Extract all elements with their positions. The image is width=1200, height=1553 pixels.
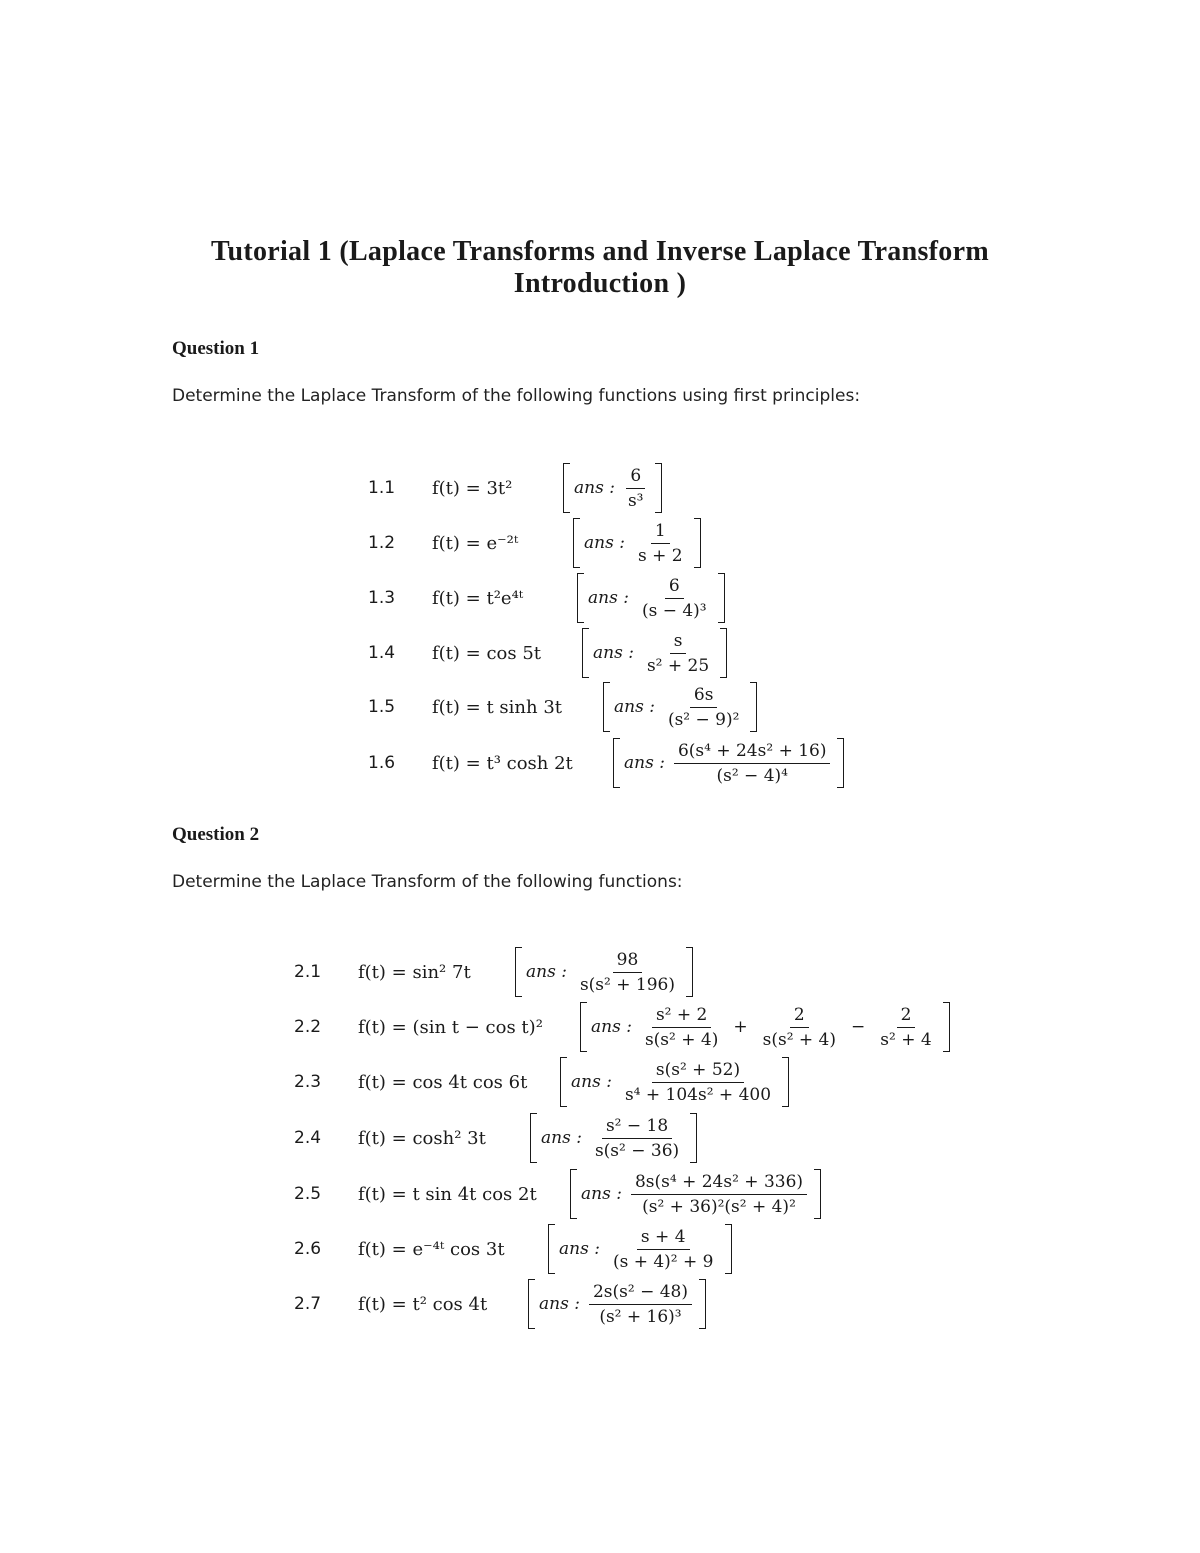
answer-label: ans : (591, 1017, 632, 1037)
list-item (0, 1110, 1200, 1166)
page-title (0, 236, 1200, 300)
answer-fraction-3 (876, 1004, 935, 1051)
denominator: s² + 4 (880, 1029, 932, 1050)
denominator: s³ (627, 490, 644, 511)
item-function: f(t) = sin² 7t (358, 961, 471, 983)
answer-fraction (634, 520, 687, 567)
item-answer (530, 1113, 697, 1163)
answer-label: ans : (581, 1184, 622, 1204)
item-function: f(t) = (sin t − cos t)² (358, 1016, 543, 1038)
item-answer (573, 518, 701, 568)
answer-label: ans : (539, 1294, 580, 1314)
answer-label: ans : (593, 643, 634, 663)
list-item (0, 1221, 1200, 1277)
plus-operator: + (733, 1017, 748, 1037)
answer-label: ans : (614, 697, 655, 717)
list-item (0, 999, 1200, 1055)
minus-operator: − (851, 1017, 866, 1037)
numerator: s (670, 630, 687, 654)
item-number: 1.3 (368, 588, 396, 608)
item-answer (563, 463, 662, 513)
item-function: f(t) = t sinh 3t (432, 696, 563, 718)
item-function: f(t) = t²e⁴ᵗ (432, 587, 524, 609)
list-item (0, 1054, 1200, 1110)
title-line-1: Tutorial 1 (Laplace Transforms and Inverse Laplace Transform (211, 236, 989, 267)
item-function: f(t) = t² cos 4t (358, 1293, 488, 1315)
question-1-instruction: Determine the Laplace Transform of the following functions using first principles: (172, 386, 861, 406)
numerator: 2s(s² − 48) (589, 1281, 692, 1305)
item-function: f(t) = cos 4t cos 6t (358, 1071, 528, 1093)
item-number: 2.4 (294, 1128, 322, 1148)
answer-fraction (591, 1115, 683, 1162)
item-function: f(t) = 3t² (432, 477, 513, 499)
list-item (0, 1276, 1200, 1332)
item-number: 2.6 (294, 1239, 322, 1259)
numerator: 8s(s⁴ + 24s² + 336) (631, 1171, 807, 1195)
denominator: s(s² + 196) (579, 974, 675, 995)
denominator: s + 2 (637, 545, 683, 566)
list-item (0, 1166, 1200, 1222)
item-answer (570, 1169, 821, 1219)
item-function: f(t) = e⁻²ᵗ (432, 532, 519, 554)
answer-label: ans : (624, 753, 665, 773)
item-answer (613, 738, 844, 788)
numerator: 6 (626, 465, 645, 489)
item-answer (548, 1224, 732, 1274)
denominator: (s² + 36)²(s² + 4)² (642, 1196, 796, 1217)
numerator: s + 4 (637, 1226, 690, 1250)
item-number: 1.4 (368, 643, 396, 663)
numerator: 2 (790, 1004, 809, 1028)
answer-label: ans : (584, 533, 625, 553)
item-number: 1.1 (368, 478, 396, 498)
answer-fraction (638, 575, 711, 622)
item-function: f(t) = t sin 4t cos 2t (358, 1183, 537, 1205)
item-number: 1.5 (368, 697, 396, 717)
item-number: 2.1 (294, 962, 322, 982)
numerator: 6(s⁴ + 24s² + 16) (674, 740, 831, 764)
item-function: f(t) = cosh² 3t (358, 1127, 486, 1149)
list-item (0, 735, 1200, 791)
denominator: (s − 4)³ (641, 600, 707, 621)
answer-fraction (641, 1004, 722, 1051)
item-answer (580, 1002, 950, 1052)
answer-label: ans : (526, 962, 567, 982)
answer-fraction (621, 1059, 775, 1106)
denominator: s² + 25 (646, 655, 710, 676)
list-item (0, 515, 1200, 571)
item-number: 2.2 (294, 1017, 322, 1037)
list-item (0, 625, 1200, 681)
item-number: 1.6 (368, 753, 396, 773)
item-number: 2.3 (294, 1072, 322, 1092)
item-answer (582, 628, 727, 678)
answer-fraction (631, 1171, 807, 1218)
answer-fraction (664, 684, 744, 731)
numerator: s² − 18 (602, 1115, 672, 1139)
answer-label: ans : (571, 1072, 612, 1092)
answer-fraction (576, 949, 679, 996)
item-number: 2.5 (294, 1184, 322, 1204)
item-answer (528, 1279, 706, 1329)
numerator: 2 (897, 1004, 916, 1028)
answer-fraction (643, 630, 713, 677)
denominator: s(s² + 4) (762, 1029, 837, 1050)
denominator: (s² − 9)² (667, 709, 740, 730)
answer-fraction (589, 1281, 692, 1328)
list-item (0, 679, 1200, 735)
denominator: s(s² + 4) (644, 1029, 719, 1050)
item-answer (560, 1057, 789, 1107)
answer-fraction (609, 1226, 718, 1273)
answer-fraction-2 (759, 1004, 840, 1051)
item-function: f(t) = t³ cosh 2t (432, 752, 573, 774)
list-item (0, 944, 1200, 1000)
denominator: s⁴ + 104s² + 400 (624, 1084, 772, 1105)
item-number: 2.7 (294, 1294, 322, 1314)
answer-label: ans : (541, 1128, 582, 1148)
answer-label: ans : (574, 478, 615, 498)
answer-label: ans : (559, 1239, 600, 1259)
denominator: (s + 4)² + 9 (612, 1251, 714, 1272)
item-function: f(t) = cos 5t (432, 642, 542, 664)
question-2-instruction: Determine the Laplace Transform of the following functions: (172, 872, 683, 892)
item-number: 1.2 (368, 533, 396, 553)
denominator: (s² − 4)⁴ (716, 765, 788, 786)
question-2-heading: Question 2 (172, 824, 260, 845)
numerator: 98 (613, 949, 643, 973)
answer-fraction (674, 740, 831, 787)
answer-fraction (624, 465, 648, 512)
answer-label: ans : (588, 588, 629, 608)
question-1-heading: Question 1 (172, 338, 260, 359)
item-answer (577, 573, 725, 623)
numerator: 6s (690, 684, 718, 708)
numerator: s(s² + 52) (652, 1059, 744, 1083)
numerator: 6 (665, 575, 684, 599)
title-line-2: Introduction ) (513, 268, 687, 299)
item-function: f(t) = e⁻⁴ᵗ cos 3t (358, 1238, 505, 1260)
item-answer (515, 947, 693, 997)
list-item (0, 460, 1200, 516)
numerator: 1 (651, 520, 670, 544)
list-item (0, 570, 1200, 626)
denominator: s(s² − 36) (594, 1140, 680, 1161)
item-answer (603, 682, 757, 732)
numerator: s² + 2 (652, 1004, 711, 1028)
denominator: (s² + 16)³ (599, 1306, 682, 1327)
